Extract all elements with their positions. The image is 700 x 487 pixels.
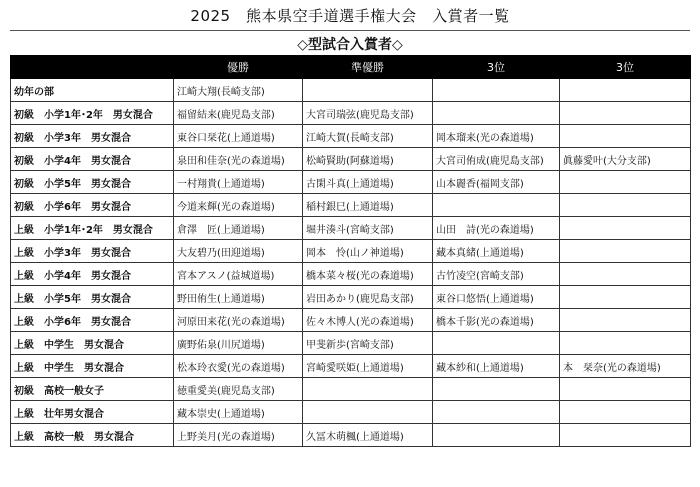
third-place-cell: 東谷口悠悟(上通道場) xyxy=(433,286,560,309)
third-place-cell xyxy=(433,194,560,217)
third-place-cell xyxy=(560,424,691,447)
runner-up-cell: 堀井湊斗(宮崎支部) xyxy=(303,217,433,240)
third-place-cell xyxy=(560,401,691,424)
category-cell: 初級 小学6年 男女混合 xyxy=(11,194,174,217)
winner-cell: 廣野佑泉(川尻道場) xyxy=(174,332,303,355)
third-place-cell xyxy=(560,263,691,286)
table-row xyxy=(11,424,691,447)
results-body xyxy=(11,79,691,447)
winner-cell: 大友碧乃(田迎道場) xyxy=(174,240,303,263)
third-place-cell: 山田 詩(光の森道場) xyxy=(433,217,560,240)
page-title: 2025 熊本県空手道選手権大会 入賞者一覧 xyxy=(190,7,510,25)
third-place-cell: 本 栞奈(光の森道場) xyxy=(560,355,691,378)
category-cell: 初級 小学3年 男女混合 xyxy=(11,125,174,148)
runner-up-cell: 岩田あかり(鹿児島支部) xyxy=(303,286,433,309)
table-row xyxy=(11,355,691,378)
winner-cell: 徳重愛美(鹿児島支部) xyxy=(174,378,303,401)
third-place-cell xyxy=(433,332,560,355)
runner-up-cell: 甲斐新歩(宮崎支部) xyxy=(303,332,433,355)
third-place-cell: 山本麗香(福岡支部) xyxy=(433,171,560,194)
third-place-cell: 藏本真緒(上通道場) xyxy=(433,240,560,263)
table-row xyxy=(11,79,691,102)
table-row xyxy=(11,263,691,286)
category-cell: 初級 小学1年･2年 男女混合 xyxy=(11,102,174,125)
table-row xyxy=(11,148,691,171)
winner-cell: 河原田来花(光の森道場) xyxy=(174,309,303,332)
third-place-cell xyxy=(433,79,560,102)
third-place-cell: 古竹凌空(宮崎支部) xyxy=(433,263,560,286)
runner-up-cell: 江崎大賀(長崎支部) xyxy=(303,125,433,148)
table-row xyxy=(11,378,691,401)
table-header-row xyxy=(11,56,691,79)
runner-up-cell: 岡本 怜(山ノ神道場) xyxy=(303,240,433,263)
table-row xyxy=(11,401,691,424)
third-place-cell xyxy=(560,194,691,217)
runner-up-cell: 橋本菜々桜(光の森道場) xyxy=(303,263,433,286)
table-row xyxy=(11,240,691,263)
winner-cell: 今道来輝(光の森道場) xyxy=(174,194,303,217)
runner-up-cell: 佐々木博人(光の森道場) xyxy=(303,309,433,332)
winner-cell: 藏本崇史(上通道場) xyxy=(174,401,303,424)
table-row xyxy=(11,332,691,355)
category-cell: 初級 高校一般女子 xyxy=(11,378,174,401)
third-place-cell xyxy=(560,240,691,263)
results-table xyxy=(10,55,691,447)
category-cell: 上級 小学1年･2年 男女混合 xyxy=(11,217,174,240)
winner-cell: 宮本アスノ(益城道場) xyxy=(174,263,303,286)
title-divider xyxy=(10,30,690,31)
category-cell: 上級 中学生 男女混合 xyxy=(11,355,174,378)
third-place-cell: 眞藤愛叶(大分支部) xyxy=(560,148,691,171)
category-cell: 上級 小学6年 男女混合 xyxy=(11,309,174,332)
table-row xyxy=(11,125,691,148)
runner-up-cell xyxy=(303,401,433,424)
table-row xyxy=(11,194,691,217)
table-row xyxy=(11,309,691,332)
third-place-cell: 橋本千影(光の森道場) xyxy=(433,309,560,332)
third-place-cell xyxy=(560,102,691,125)
third-place-cell xyxy=(560,378,691,401)
table-row xyxy=(11,171,691,194)
category-cell: 上級 壮年男女混合 xyxy=(11,401,174,424)
category-cell: 上級 中学生 男女混合 xyxy=(11,332,174,355)
third-place-cell xyxy=(560,332,691,355)
table-row xyxy=(11,286,691,309)
winner-cell: 松本玲衣愛(光の森道場) xyxy=(174,355,303,378)
category-cell: 幼年の部 xyxy=(11,79,174,102)
winner-cell: 野田侑生(上通道場) xyxy=(174,286,303,309)
category-cell: 上級 高校一般 男女混合 xyxy=(11,424,174,447)
runner-up-cell: 大宮司瑞弦(鹿児島支部) xyxy=(303,102,433,125)
winner-cell: 上野美月(光の森道場) xyxy=(174,424,303,447)
runner-up-cell: 松崎賢助(阿蘇道場) xyxy=(303,148,433,171)
header-category xyxy=(11,56,174,79)
category-cell: 上級 小学4年 男女混合 xyxy=(11,263,174,286)
third-place-cell xyxy=(433,378,560,401)
third-place-cell xyxy=(560,79,691,102)
category-cell: 上級 小学5年 男女混合 xyxy=(11,286,174,309)
runner-up-cell: 久冨木萌楓(上通道場) xyxy=(303,424,433,447)
third-place-cell xyxy=(560,125,691,148)
header-third-a: 3位 xyxy=(433,56,560,79)
third-place-cell: 藏本紗和(上通道場) xyxy=(433,355,560,378)
third-place-cell xyxy=(433,401,560,424)
runner-up-cell: 稲村銀巳(上通道場) xyxy=(303,194,433,217)
header-winner: 優勝 xyxy=(174,56,303,79)
third-place-cell: 大宮司侑成(鹿児島支部) xyxy=(433,148,560,171)
header-third-b: 3位 xyxy=(560,56,691,79)
table-row xyxy=(11,102,691,125)
winner-cell: 江崎大翔(長崎支部) xyxy=(174,79,303,102)
third-place-cell xyxy=(560,171,691,194)
category-cell: 上級 小学3年 男女混合 xyxy=(11,240,174,263)
third-place-cell xyxy=(433,424,560,447)
third-place-cell xyxy=(560,309,691,332)
table-row xyxy=(11,217,691,240)
category-cell: 初級 小学4年 男女混合 xyxy=(11,148,174,171)
third-place-cell xyxy=(560,217,691,240)
runner-up-cell: 古閑斗真(上通道場) xyxy=(303,171,433,194)
category-cell: 初級 小学5年 男女混合 xyxy=(11,171,174,194)
third-place-cell: 岡本瑠来(光の森道場) xyxy=(433,125,560,148)
header-runner-up: 準優勝 xyxy=(303,56,433,79)
section-subtitle: ◇型試合入賞者◇ xyxy=(297,37,403,53)
third-place-cell xyxy=(560,286,691,309)
third-place-cell xyxy=(433,102,560,125)
winner-cell: 倉澤 匠(上通道場) xyxy=(174,217,303,240)
runner-up-cell: 宮崎愛咲姫(上通道場) xyxy=(303,355,433,378)
runner-up-cell xyxy=(303,79,433,102)
winner-cell: 福留結来(鹿児島支部) xyxy=(174,102,303,125)
winner-cell: 東谷口栞花(上通道場) xyxy=(174,125,303,148)
runner-up-cell xyxy=(303,378,433,401)
winner-cell: 一村翔貴(上通道場) xyxy=(174,171,303,194)
winner-cell: 泉田和佳奈(光の森道場) xyxy=(174,148,303,171)
